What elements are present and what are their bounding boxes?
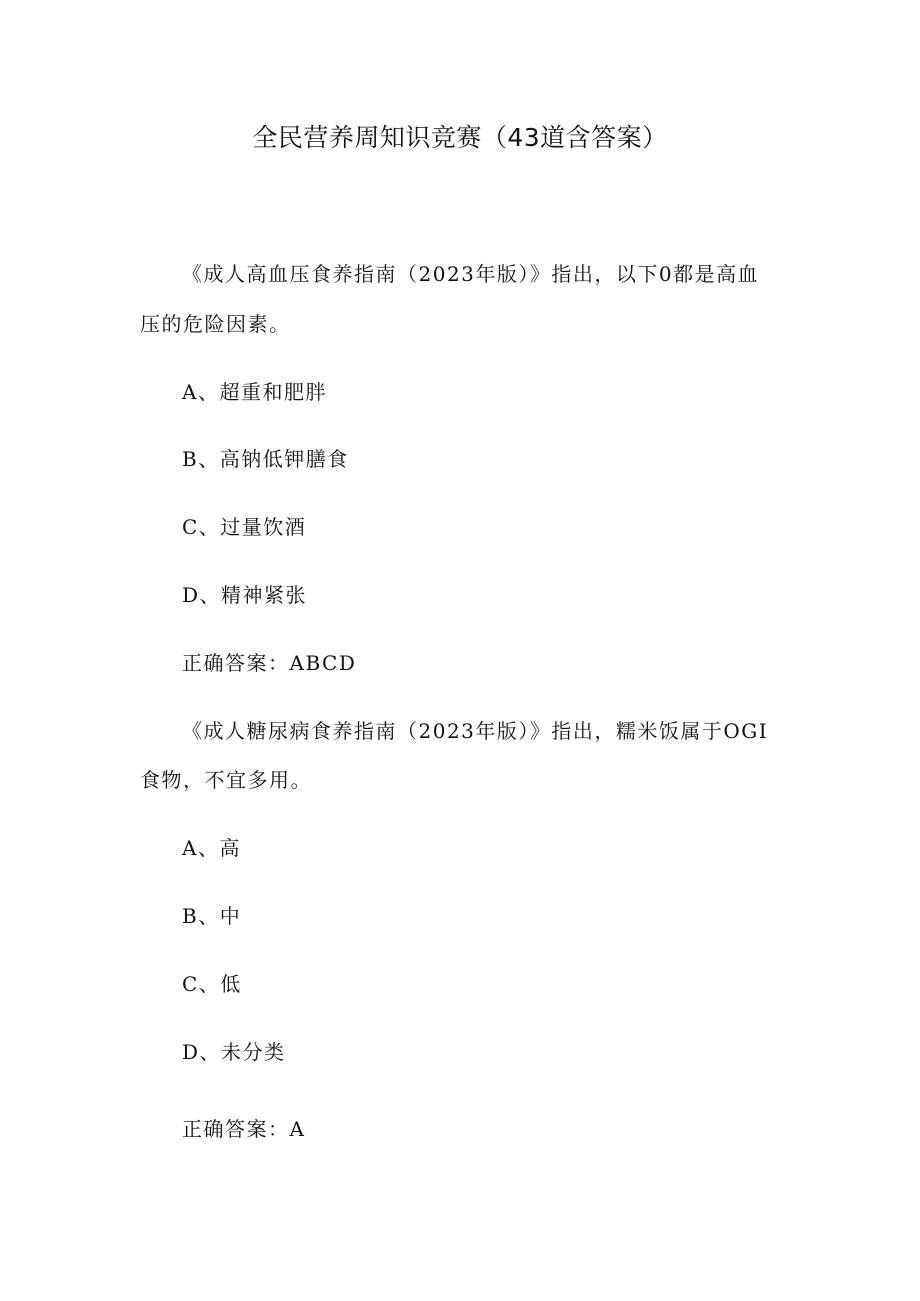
question-2-stem-line-2: 食物，不宜多用。 — [140, 768, 312, 792]
question-2-option-c: C、低 — [182, 972, 242, 996]
question-2-option-a: A、高 — [182, 836, 241, 860]
question-1-stem-line-2: 压的危险因素。 — [140, 312, 291, 336]
document-title: 全民营养周知识竞赛（43道含答案） — [252, 123, 668, 152]
question-2-option-d: D、未分类 — [182, 1040, 286, 1064]
question-2-stem-line-1: 《成人糖尿病食养指南（2023年版）》指出，糯米饭属于OGI — [182, 719, 769, 743]
question-1-stem-line-1: 《成人高血压食养指南（2023年版）》指出，以下0都是高血 — [182, 262, 760, 286]
question-2-answer: 正确答案：A — [182, 1117, 306, 1141]
question-1-answer: 正确答案：ABCD — [182, 651, 357, 675]
question-1-option-c: C、过量饮酒 — [182, 515, 307, 539]
question-1-option-a: A、超重和肥胖 — [182, 380, 327, 404]
question-1-option-b: B、高钠低钾膳食 — [182, 447, 349, 471]
question-1-option-d: D、精神紧张 — [182, 583, 308, 607]
question-2-option-b: B、中 — [182, 904, 242, 928]
